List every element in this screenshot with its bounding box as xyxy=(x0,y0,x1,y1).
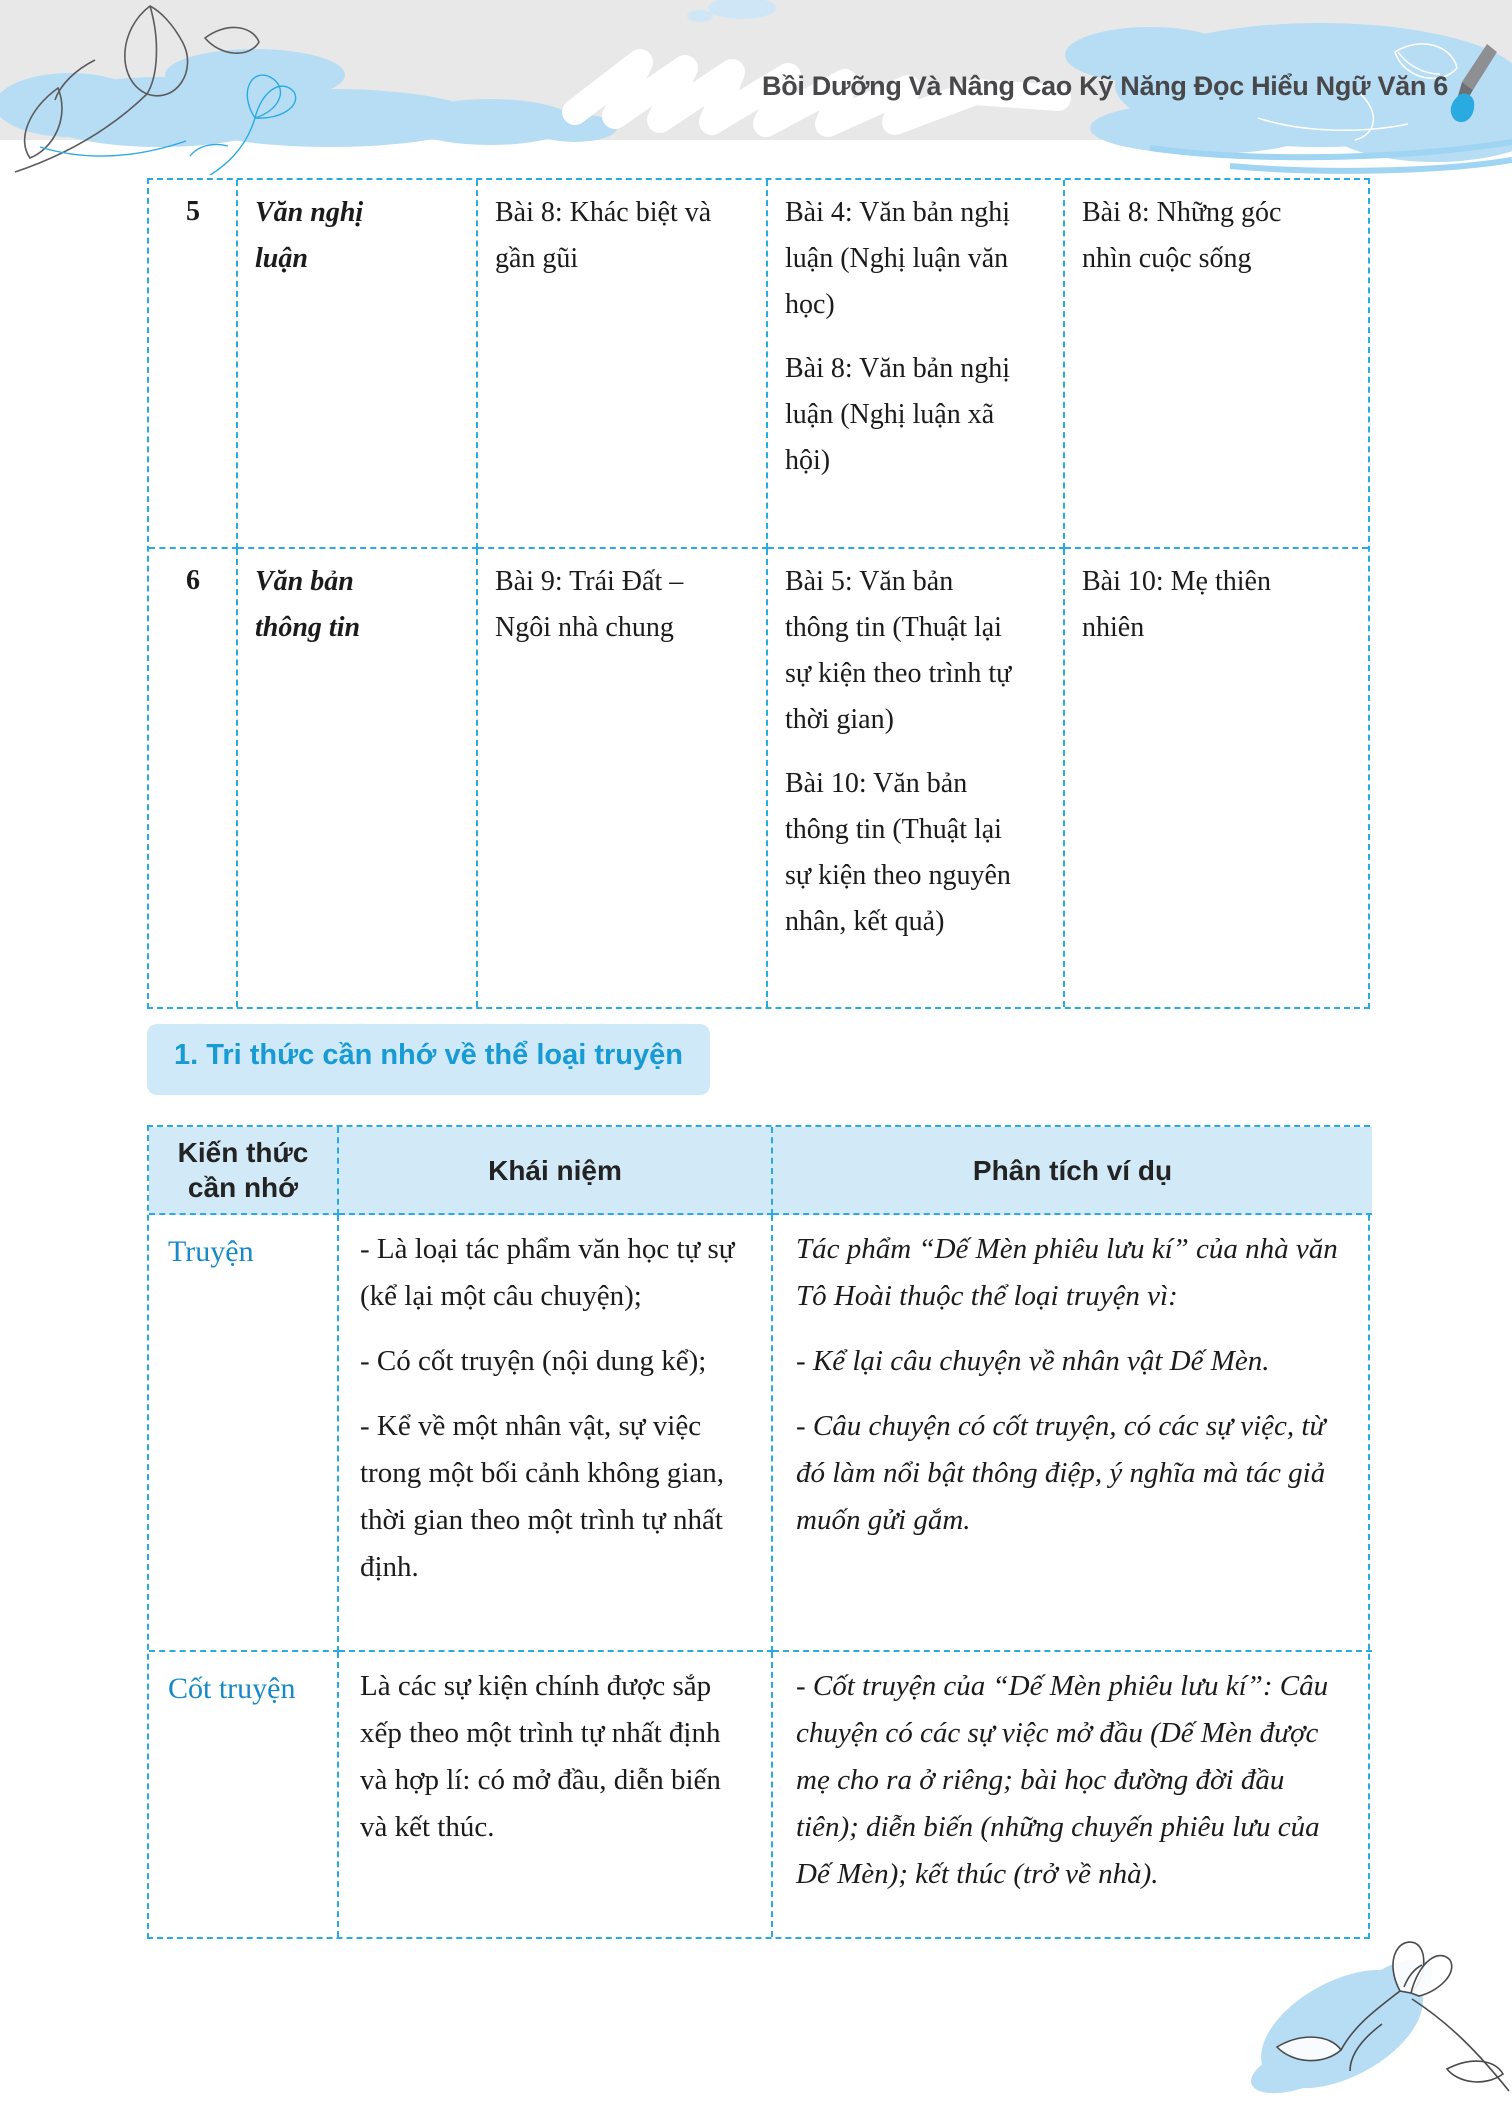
lesson-text: Bài 10: Mẹ thiên nhiên xyxy=(1082,566,1271,643)
lesson-text: Bài 8: Văn bản nghị luận (Nghị luận xã hội) xyxy=(785,353,1011,476)
example-cell xyxy=(773,1652,1372,1937)
section-heading: 1. Tri thức cần nhớ về thể loại truyện xyxy=(147,1024,710,1095)
textbook-cell xyxy=(1065,180,1368,549)
concept-text: Là các sự kiện chính được sắp xếp theo một trình tự nhất định và hợp lí: có mở đầu, diễn biến và kết thúc. xyxy=(360,1670,721,1843)
textbook-cell xyxy=(768,549,1065,1007)
example-text: - Câu chuyện có cốt truyện, có các sự việc, từ đó làm nổi bật thông điệp, ý nghĩa mà tác giả muốn gửi gắm. xyxy=(796,1410,1326,1536)
example-text: - Kể lại câu chuyện về nhân vật Dế Mèn. xyxy=(796,1345,1270,1377)
example-cell xyxy=(773,1215,1372,1652)
curriculum-table xyxy=(147,178,1370,1009)
lesson-text: Bài 8: Khác biệt và gần gũi xyxy=(495,197,712,274)
concept-text: - Kể về một nhân vật, sự việc trong một bối cảnh không gian, thời gian theo một trình tự nhất định. xyxy=(360,1410,725,1583)
concept-cell xyxy=(339,1652,773,1937)
textbook-cell xyxy=(768,180,1065,549)
concept-text: - Là loại tác phẩm văn học tự sự (kể lại một câu chuyện); xyxy=(360,1233,735,1312)
example-text: Tác phẩm “Dế Mèn phiêu lưu kí” của nhà văn Tô Hoài thuộc thể loại truyện vì: xyxy=(796,1233,1338,1312)
knowledge-table xyxy=(147,1125,1370,1939)
page-header-title: Bồi Dưỡng Và Nâng Cao Kỹ Năng Đọc Hiểu Ngữ Văn 6 xyxy=(762,71,1448,101)
lesson-text: Bài 9: Trái Đất – Ngôi nhà chung xyxy=(495,566,684,643)
column-header: Kiến thức cần nhớ xyxy=(149,1127,339,1215)
term-cell: Cốt truyện xyxy=(149,1652,339,1937)
concept-text: - Có cốt truyện (nội dung kể); xyxy=(360,1345,707,1377)
genre-cell: Văn nghị luận xyxy=(238,180,478,549)
page-header-band xyxy=(0,0,1512,175)
row-number: 6 xyxy=(149,549,238,1007)
textbook-cell xyxy=(478,549,768,1007)
lesson-text: Bài 5: Văn bản thông tin (Thuật lại sự kiện theo trình tự thời gian) xyxy=(785,566,1012,735)
textbook-cell xyxy=(1065,549,1368,1007)
term-cell: Truyện xyxy=(149,1215,339,1652)
lesson-text: Bài 10: Văn bản thông tin (Thuật lại sự kiện theo nguyên nhân, kết quả) xyxy=(785,768,1011,937)
row-number: 5 xyxy=(149,180,238,549)
column-header: Khái niệm xyxy=(339,1127,773,1215)
footer-flower-art xyxy=(1222,1929,1512,2114)
paintbrush-icon xyxy=(1447,44,1509,126)
concept-cell xyxy=(339,1215,773,1652)
example-text: - Cốt truyện của “Dế Mèn phiêu lưu kí”: Câu chuyện có các sự việc mở đầu (Dế Mèn được mẹ cho ra ở riêng; bài học đường đời đầu tiên); diễn biến (những chuyến phiêu lưu của Dế Mèn); kết thúc (trở về nhà). xyxy=(796,1670,1329,1890)
column-header: Phân tích ví dụ xyxy=(773,1127,1372,1215)
lesson-text: Bài 8: Những góc nhìn cuộc sống xyxy=(1082,197,1282,274)
textbook-cell xyxy=(478,180,768,549)
footer-decoration xyxy=(1222,1929,1512,2119)
genre-cell: Văn bản thông tin xyxy=(238,549,478,1007)
lesson-text: Bài 4: Văn bản nghị luận (Nghị luận văn học) xyxy=(785,197,1011,320)
